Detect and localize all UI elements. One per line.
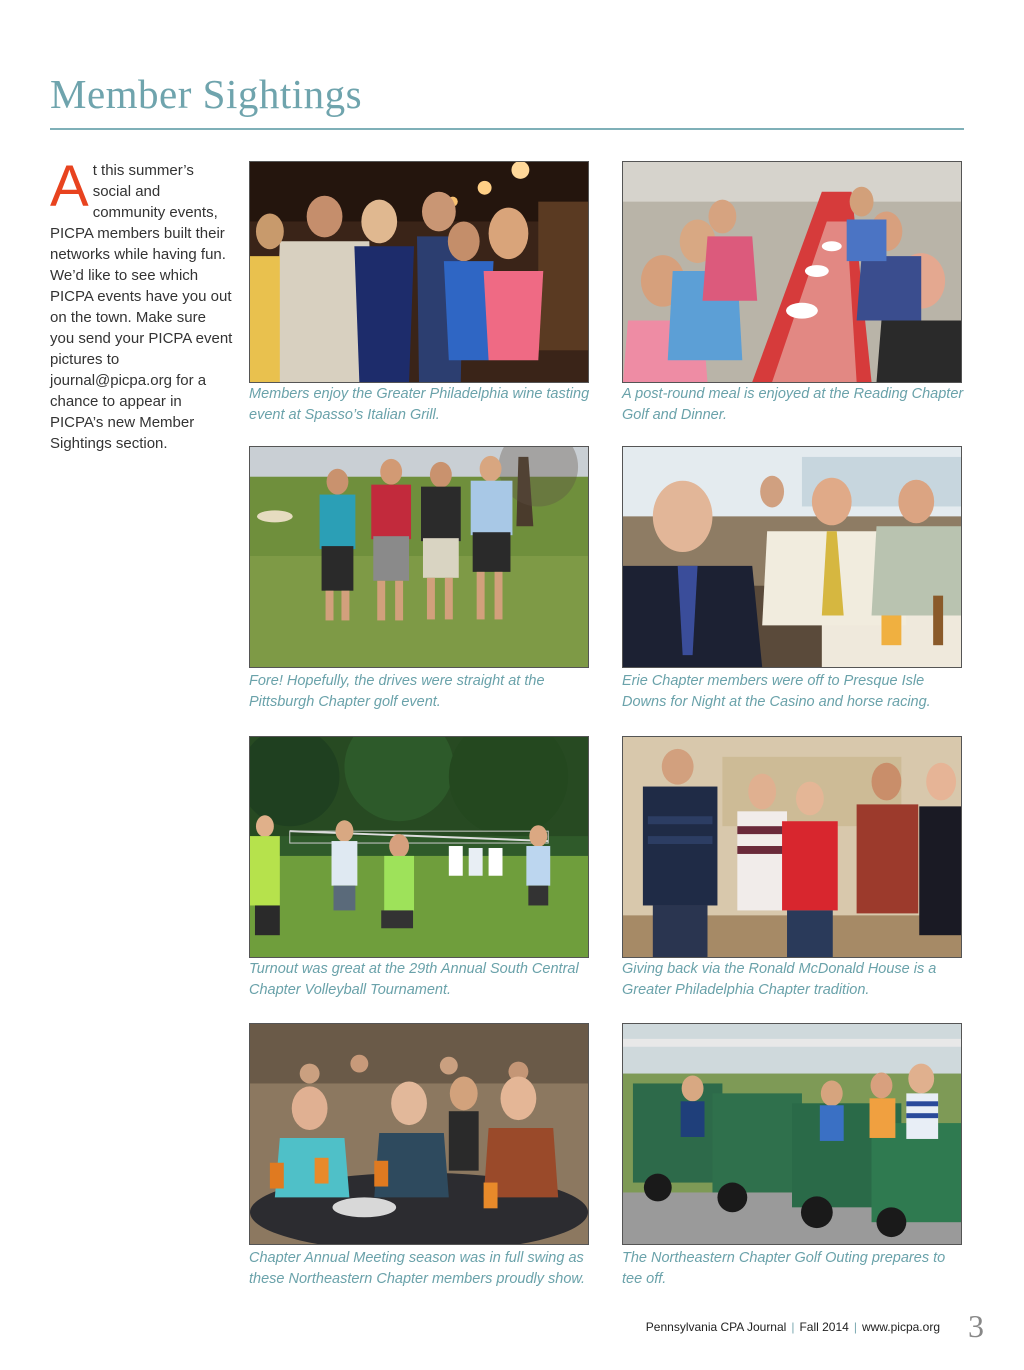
photo-caption: Erie Chapter members were off to Presque Isle Downs for Night at the Casino and horse racing. bbox=[622, 673, 931, 710]
page-number: 3 bbox=[968, 1308, 984, 1344]
photo-wine-tasting bbox=[249, 161, 589, 383]
photo-golf-outing bbox=[622, 1023, 962, 1245]
footer-journal: Pennsylvania CPA Journal bbox=[645, 1320, 787, 1334]
photo-caption: Members enjoy the Greater Philadelphia wine tasting event at Spasso’s Italian Grill. bbox=[249, 386, 590, 423]
footer-separator: | bbox=[791, 1320, 795, 1334]
intro-paragraph bbox=[50, 154, 234, 454]
footer-separator: | bbox=[853, 1320, 857, 1334]
photo-caption: A post-round meal is enjoyed at the Reading Chapter Golf and Dinner. bbox=[622, 386, 964, 423]
page-footer bbox=[560, 1320, 940, 1334]
photo-golf-dinner bbox=[622, 161, 962, 383]
photo-ronald-mcdonald-house bbox=[622, 736, 962, 958]
photo-volleyball bbox=[249, 736, 589, 958]
dropcap: A bbox=[50, 154, 89, 219]
photo-caption: Fore! Hopefully, the drives were straight at the Pittsburgh Chapter golf event. bbox=[249, 673, 545, 710]
photo-golf-event bbox=[249, 446, 589, 668]
photo-caption: Turnout was great at the 29th Annual South Central Chapter Volleyball Tournament. bbox=[249, 961, 579, 998]
title-divider bbox=[50, 128, 964, 130]
photo-casino-night bbox=[622, 446, 962, 668]
photo-caption: Giving back via the Ronald McDonald House is a Greater Philadelphia Chapter tradition. bbox=[622, 961, 937, 998]
photo-caption: The Northeastern Chapter Golf Outing prepares to tee off. bbox=[622, 1250, 946, 1287]
footer-issue: Fall 2014 bbox=[799, 1320, 849, 1334]
page-title: Member Sightings bbox=[50, 71, 363, 117]
photo-annual-meeting bbox=[249, 1023, 589, 1245]
photo-caption: Chapter Annual Meeting season was in full swing as these Northeastern Chapter members proudly show. bbox=[249, 1250, 586, 1287]
intro-text: t this summer’s social and community events, PICPA members built their networks while having fun. We’d like to see which PICPA events have you out on the town. Make sure you send your PICPA event pictures to journal@picpa.org for a chance to appear in PICPA’s new Member Sightings section. bbox=[50, 162, 233, 452]
footer-website: www.picpa.org bbox=[861, 1320, 940, 1334]
